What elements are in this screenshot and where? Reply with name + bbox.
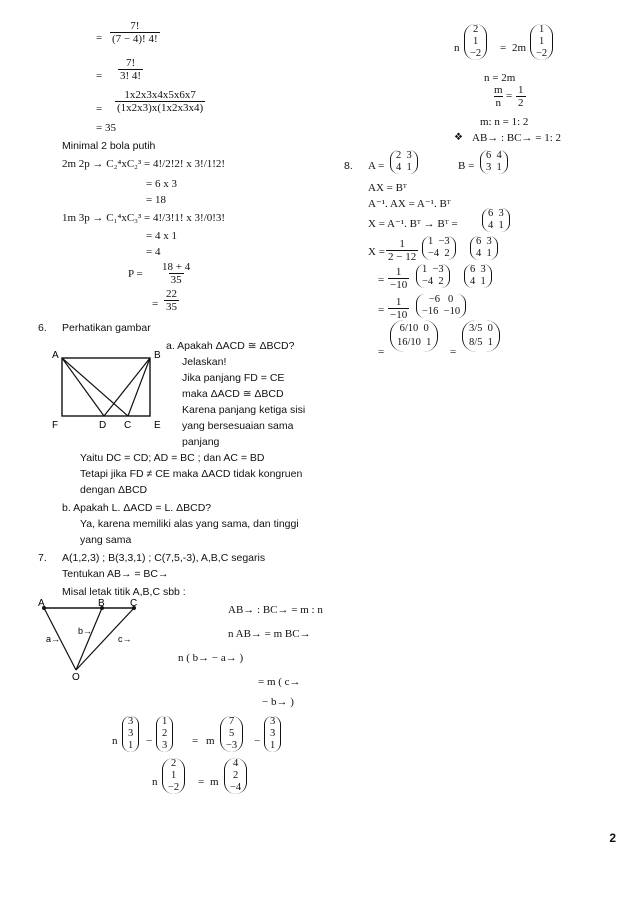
eq-sign: = — [192, 735, 199, 747]
x-label: X = — [368, 246, 385, 258]
matrix-final-decimal: 6/10 0 16/10 1 — [390, 320, 438, 352]
fraction-numerator: 7! — [130, 20, 140, 32]
matrix-bt-2: 6 3 4 1 — [470, 236, 498, 260]
label-b: b→ — [78, 626, 93, 636]
matrix-B-label: B = — [458, 160, 475, 172]
matrix-adj-2: 1 −3 −4 2 — [416, 264, 450, 288]
fraction-denominator: (7 − 4)! 4! — [112, 33, 158, 45]
coef-n: n — [152, 776, 158, 788]
combination-2m2p: 2m 2p → C₂⁴xC₂³ = 4!/2!2! x 3!/1!2! — [62, 158, 226, 170]
inverse-step: A⁻¹. AX = A⁻¹. Bᵀ — [368, 198, 451, 210]
fraction-denominator: 35 — [170, 274, 182, 286]
label-F: F — [52, 420, 59, 431]
line-AC — [62, 358, 128, 416]
x-step: X = A⁻¹. Bᵀ → Bᵀ = — [368, 218, 458, 230]
q6-b-line2: Ya, karena memiliki alas yang sama, dan tinggi — [80, 518, 299, 530]
vector-right-2: 1 1 −2 — [530, 24, 553, 60]
n-ab-line: n AB→ = m BC→ — [228, 628, 311, 640]
matrix-A-label: A = — [368, 160, 385, 172]
ratio-m-n: m: n = 1: 2 — [480, 116, 529, 128]
fraction-minus-tenth: $\frac{1}{-10}$ — [390, 296, 408, 321]
q6-a-line5: Karena panjang ketiga sisi — [182, 404, 306, 416]
inverse-fraction: $\frac{1}{2 - 12}$ — [388, 238, 417, 263]
q6-b-line3: yang sama — [80, 534, 132, 546]
q6-a-line6: yang bersesuaian sama — [182, 420, 294, 432]
eq-sign: = — [198, 776, 205, 788]
fraction-numerator: 7! — [125, 57, 136, 69]
vector-b-2: 3 3 1 — [264, 716, 281, 752]
probability-label: P = — [128, 268, 143, 280]
eq-sign: = — [96, 32, 103, 44]
n-equals-2m: n = 2m — [484, 72, 516, 84]
label-a: a→ — [46, 634, 61, 644]
rectangle-shape — [62, 358, 150, 416]
result-6x3: = 6 x 3 — [146, 178, 177, 190]
label-E: E — [154, 420, 161, 431]
eq-sign: = — [378, 304, 385, 316]
label-B: B — [154, 350, 161, 361]
line-AD — [62, 358, 104, 416]
vector-right-result: 4 2 −4 — [224, 758, 247, 794]
eq-sign: = — [506, 90, 513, 102]
question-8-number: 8. — [344, 160, 353, 172]
coef-n: n — [454, 42, 460, 54]
eq-sign: = — [152, 298, 159, 310]
q6-a-line7: panjang — [182, 436, 220, 448]
q6-a-line10: dengan ΔBCD — [80, 484, 148, 496]
result-4: = 4 — [146, 246, 161, 258]
vector-a: 1 2 3 — [156, 716, 173, 752]
question-6-title: Perhatikan gambar — [62, 322, 151, 334]
ratio-line: AB→ : BC→ = m : n — [228, 604, 323, 616]
eq-sign: = — [450, 346, 457, 358]
fraction-1 — [110, 20, 160, 45]
q7-points: A(1,2,3) ; B(3,3,1) ; C(7,5,-3), A,B,C segaris — [62, 552, 266, 564]
coef-n: n — [112, 735, 118, 747]
q6-a-line3: Jika panjang FD = CE — [182, 372, 285, 384]
vector-right-1: 2 1 −2 — [464, 24, 487, 60]
eq-sign: = — [378, 274, 385, 286]
fraction-2 — [118, 57, 143, 82]
minus-b-line: − b→ ) — [262, 696, 294, 708]
combination-1m3p: 1m 3p → C₁⁴xC₃³ = 4!/3!1! x 3!/0!3! — [62, 212, 226, 224]
ax-equals-bt: AX = Bᵀ — [368, 182, 407, 194]
q7-misal: Misal letak titik A,B,C sbb : — [62, 586, 186, 598]
matrix-adj: 1 −3 −4 2 — [422, 236, 456, 260]
q6-a-line9: Tetapi jika FD ≠ CE maka ΔACD tidak kongruen — [80, 468, 303, 480]
fraction-3 — [115, 89, 205, 114]
label-C: C — [130, 598, 138, 609]
line-BC — [128, 358, 150, 416]
q6-a-line1: a. Apakah ΔACD ≅ ΔBCD? — [166, 340, 295, 352]
question-7-number: 7. — [38, 552, 47, 564]
q7-tentukan: Tentukan AB→ = BC→ — [62, 568, 169, 580]
label-B: B — [98, 598, 105, 609]
page-number: 2 — [609, 831, 616, 845]
matrix-B: 6 4 3 1 — [480, 150, 508, 174]
coef-m: m — [206, 735, 215, 747]
question-6-number: 6. — [38, 322, 47, 334]
result-35: = 35 — [96, 122, 116, 134]
eq-sign: = — [378, 346, 385, 358]
eq-sign: = — [500, 42, 507, 54]
coef-2m: 2m — [512, 42, 527, 54]
matrix-product: −6 0 −16 −10 — [416, 294, 466, 318]
vector-c: 7 5 −3 — [220, 716, 243, 752]
rectangle-diagram — [44, 348, 168, 432]
matrix-bt: 6 3 4 1 — [482, 208, 510, 232]
label-c: c→ — [118, 634, 132, 644]
matrix-A: 2 3 4 1 — [390, 150, 418, 174]
label-A: A — [38, 598, 45, 609]
matrix-final-simplified: 3/5 0 8/5 1 — [462, 320, 500, 352]
probability-result — [164, 288, 179, 313]
coef-m: m — [210, 776, 219, 788]
q6-a-line4: maka ΔACD ≅ ΔBCD — [182, 388, 284, 400]
label-C: C — [124, 420, 132, 431]
matrix-bt-3: 6 3 4 1 — [464, 264, 492, 288]
fraction-numerator: 1x2x3x4x5x6x7 — [124, 89, 196, 101]
eq-sign: = — [96, 70, 103, 82]
result-18: = 18 — [146, 194, 166, 206]
m-c-line: = m ( c→ — [258, 676, 301, 688]
eq-sign: = — [96, 103, 103, 115]
minus-sign: − — [146, 735, 153, 747]
fraction-numerator: 18 + 4 — [162, 261, 191, 273]
fraction-numerator: 22 — [166, 288, 177, 300]
diamond-icon: ❖ — [454, 132, 463, 143]
minimal-text: Minimal 2 bola putih — [62, 140, 156, 152]
probability-fraction — [160, 261, 192, 286]
one-half: $\frac{1}{2}$ — [518, 84, 524, 109]
q6-a-line8: Yaitu DC = CD; AD = BC ; dan AC = BD — [80, 452, 265, 464]
m-over-n: $\frac{m}{n}$ — [494, 84, 503, 109]
vector-left-result: 2 1 −2 — [162, 758, 185, 794]
fraction-denominator: 3! 4! — [120, 70, 142, 82]
ratio-ab-bc: AB→ : BC→ = 1: 2 — [472, 132, 562, 144]
fraction-denominator: 35 — [166, 301, 177, 313]
label-A: A — [52, 350, 59, 361]
q6-a-line2: Jelaskan! — [182, 356, 227, 368]
line-BD — [104, 358, 150, 416]
fraction-minus-tenth: $\frac{1}{-10}$ — [390, 266, 408, 291]
n-b-minus-a: n ( b→ − a→ ) — [178, 652, 244, 664]
label-D: D — [99, 420, 107, 431]
vector-b: 3 3 1 — [122, 716, 139, 752]
vector-diagram — [34, 598, 154, 680]
vector-b-line — [76, 608, 102, 670]
minus-sign: − — [254, 735, 261, 747]
label-O: O — [72, 672, 80, 680]
result-4x1: = 4 x 1 — [146, 230, 177, 242]
q6-b-line1: b. Apakah L. ΔACD = L. ΔBCD? — [62, 502, 212, 514]
fraction-denominator: (1x2x3)x(1x2x3x4) — [117, 102, 204, 114]
